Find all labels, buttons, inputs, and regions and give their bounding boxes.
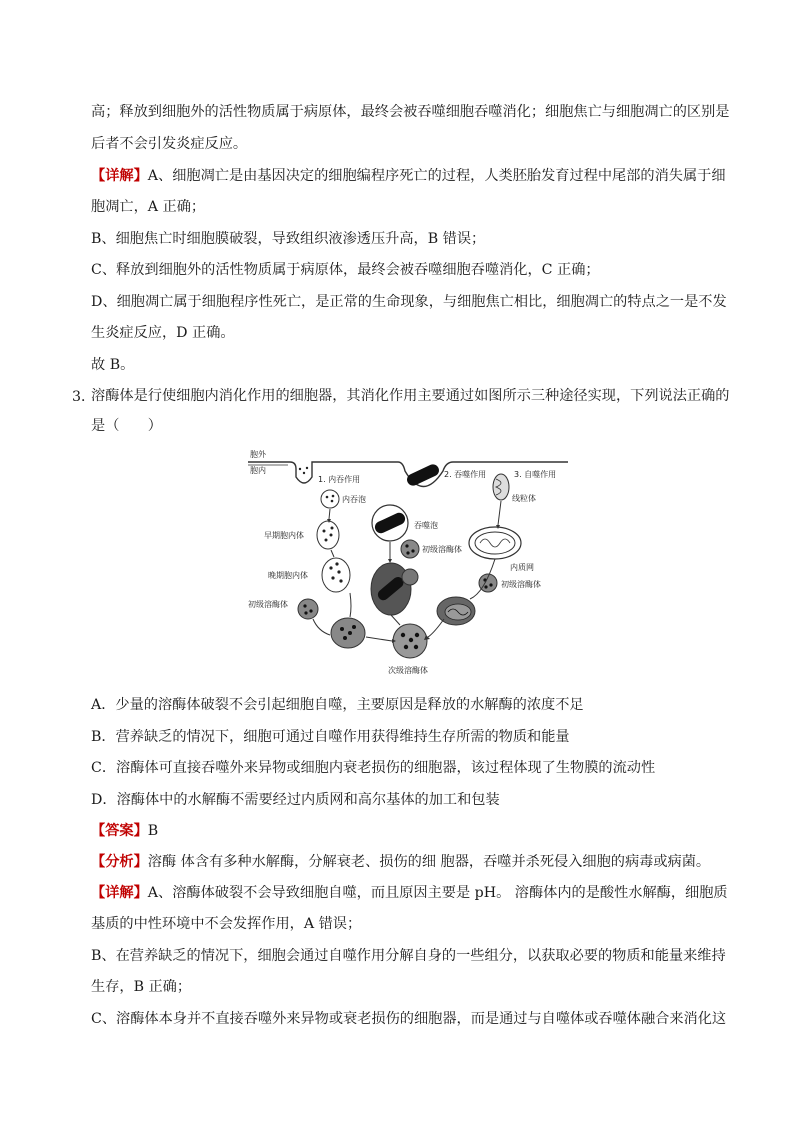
detail-line — [91, 166, 726, 186]
label-outside: 胞外 — [250, 450, 266, 459]
text-line: 高；释放到细胞外的活性物质属于病原体，最终会被吞噬细胞吞噬消化；细胞焦亡与细胞凋亡的区别是 — [91, 104, 730, 120]
option-d: D．溶酶体中的水解酶不需要经过内质网和高尔基体的加工和包装 — [91, 792, 500, 808]
text-line: C、释放到细胞外的活性物质属于病原体，最终会被吞噬细胞吞噬消化，C 正确； — [91, 262, 600, 278]
label-secondary-lysosome: 次级溶酶体 — [388, 666, 428, 675]
label-er: 内质网 — [510, 563, 534, 572]
figure-svg — [248, 447, 568, 687]
detail-tag: 【详解】 — [91, 168, 148, 184]
lysosome-pathway-figure — [248, 447, 568, 687]
text-line: 故 B。 — [91, 357, 135, 373]
label-phagocytosis: 2. 吞噬作用 — [444, 470, 487, 479]
text-line: 生存，B 正确； — [91, 979, 192, 995]
answer-line — [91, 821, 158, 841]
option-a: A．少量的溶酶体破裂不会引起细胞自噬，主要原因是释放的水解酶的浓度不足 — [91, 697, 584, 713]
detail-tag: 【详解】 — [91, 885, 148, 901]
text-line: 基质的中性环境中不会发挥作用，A 错误； — [91, 916, 362, 932]
answer-value: B — [147, 823, 159, 839]
text-line: 生炎症反应，D 正确。 — [91, 325, 235, 341]
text-line: C、溶酶体本身并不直接吞噬外来异物或衰老损伤的细胞器，而是通过与自噬体或吞噬体融合来消化这 — [91, 1011, 727, 1027]
label-primary-lysosome-right: 初级溶酶体 — [501, 580, 541, 589]
detail-text: A、溶酶体破裂不会导致细胞自噬，而且原因主要是 pH。 溶酶体内的是酸性水解酶，细胞质 — [147, 885, 728, 901]
analysis-tag: 【分析】 — [91, 854, 148, 870]
label-endosome: 内吞泡 — [342, 495, 366, 504]
label-early-endosome: 早期胞内体 — [264, 531, 304, 540]
label-inside: 胞内 — [250, 466, 266, 475]
analysis-line — [91, 852, 710, 872]
label-endocytosis: 1. 内吞作用 — [318, 475, 361, 484]
text-line: 胞凋亡，A 正确； — [91, 199, 206, 215]
option-b: B．营养缺乏的情况下，细胞可通过自噬作用获得维持生存所需的物质和能量 — [91, 729, 570, 745]
question-stem: 是（ ） — [91, 418, 162, 434]
label-late-endosome: 晚期胞内体 — [268, 571, 308, 580]
question-number: 3． — [72, 389, 96, 405]
label-phagosome: 吞噬泡 — [414, 521, 438, 530]
text-line: B、细胞焦亡时细胞膜破裂，导致组织液渗透压升高，B 错误； — [91, 231, 486, 247]
label-primary-lysosome-mid: 初级溶酶体 — [422, 545, 462, 554]
text-line: D、细胞凋亡属于细胞程序性死亡，是正常的生命现象，与细胞焦亡相比，细胞凋亡的特点之一是不发 — [91, 294, 727, 310]
text-line: 后者不会引发炎症反应。 — [91, 136, 248, 152]
analysis-text: 溶酶 体含有多种水解酶，分解衰老、损伤的细 胞器，吞噬并杀死侵入细胞的病毒或病菌。 — [147, 854, 711, 870]
detail-text: A、细胞凋亡是由基因决定的细胞编程序死亡的过程，人类胚胎发育过程中尾部的消失属于细 — [147, 168, 726, 184]
detail-line — [91, 883, 728, 903]
text-line: B、在营养缺乏的情况下，细胞会通过自噬作用分解自身的一些组分，以获取必要的物质和能量来维持 — [91, 948, 726, 964]
label-mitochondria: 线粒体 — [512, 494, 536, 503]
label-primary-lysosome-left: 初级溶酶体 — [248, 600, 288, 609]
option-c: C．溶酶体可直接吞噬外来异物或细胞内衰老损伤的细胞器，该过程体现了生物膜的流动性 — [91, 760, 656, 776]
answer-tag: 【答案】 — [91, 823, 148, 839]
question-stem: 溶酶体是行使细胞内消化作用的细胞器，其消化作用主要通过如图所示三种途径实现，下列说法正确的 — [91, 388, 730, 404]
label-autophagy: 3. 自噬作用 — [514, 470, 557, 479]
